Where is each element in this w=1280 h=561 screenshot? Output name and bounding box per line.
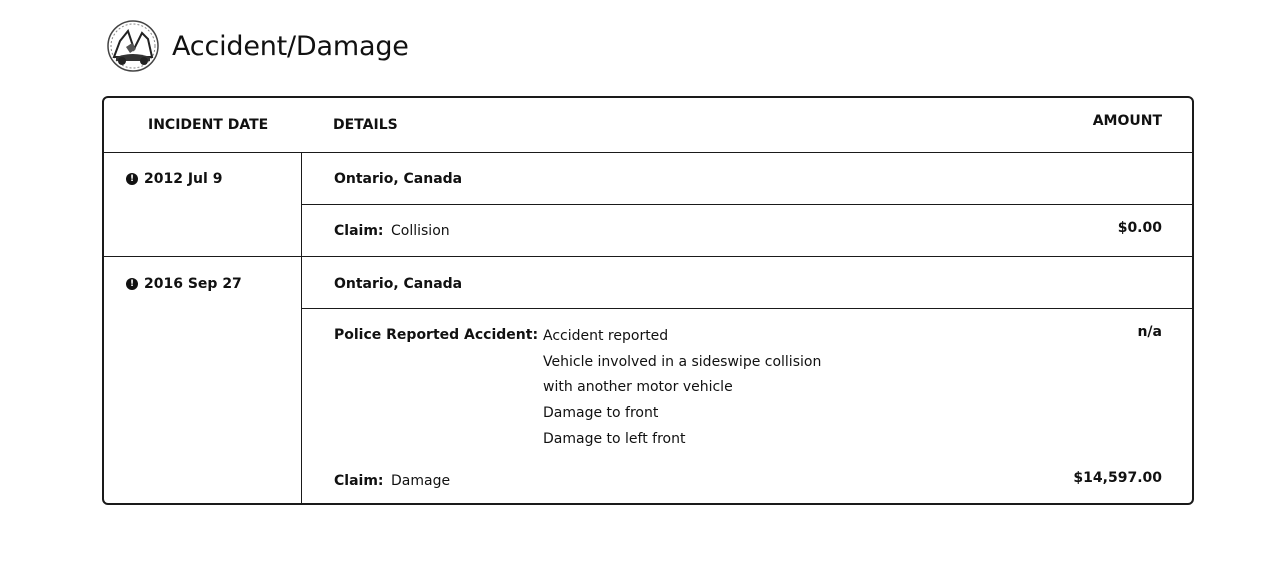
table-header-row <box>104 98 1192 150</box>
car-damage-icon <box>106 19 160 73</box>
claim-type: Collision <box>391 223 450 239</box>
column-header-incident-date: INCIDENT DATE <box>148 117 269 133</box>
claim-label: Claim: <box>334 223 384 239</box>
divider <box>104 256 1192 257</box>
column-header-details: DETAILS <box>333 117 398 133</box>
police-report-line: Accident reported <box>543 328 669 344</box>
police-report-label: Police Reported Accident: <box>334 327 539 343</box>
claim-label: Claim: <box>334 473 384 489</box>
accident-damage-table <box>102 96 1194 505</box>
info-icon: ! <box>126 173 138 185</box>
police-report-details <box>543 324 821 453</box>
incident-location: Ontario, Canada <box>334 276 463 292</box>
incident-date-text: 2016 Sep 27 <box>144 276 242 292</box>
divider <box>301 204 1192 205</box>
police-report-line: Vehicle involved in a sideswipe collision <box>543 353 822 370</box>
police-report-amount: n/a <box>1137 324 1162 340</box>
claim-amount: $14,597.00 <box>1073 470 1162 486</box>
page-title: Accident/Damage <box>172 30 409 62</box>
divider <box>104 152 1192 153</box>
incident-location: Ontario, Canada <box>334 171 463 187</box>
incident-date <box>126 171 222 187</box>
divider <box>301 308 1192 309</box>
police-report-line: with another motor vehicle <box>543 379 733 396</box>
claim-type: Damage <box>391 473 451 489</box>
incident-date <box>126 276 242 292</box>
claim-amount: $0.00 <box>1117 220 1162 236</box>
incident-date-text: 2012 Jul 9 <box>144 171 223 187</box>
police-report-line: Damage to front <box>543 405 659 422</box>
police-report-line: Damage to left front <box>543 430 686 447</box>
info-icon: ! <box>126 278 138 290</box>
column-header-amount: AMOUNT <box>1092 113 1162 129</box>
column-divider <box>301 152 302 503</box>
page-header <box>106 18 409 74</box>
